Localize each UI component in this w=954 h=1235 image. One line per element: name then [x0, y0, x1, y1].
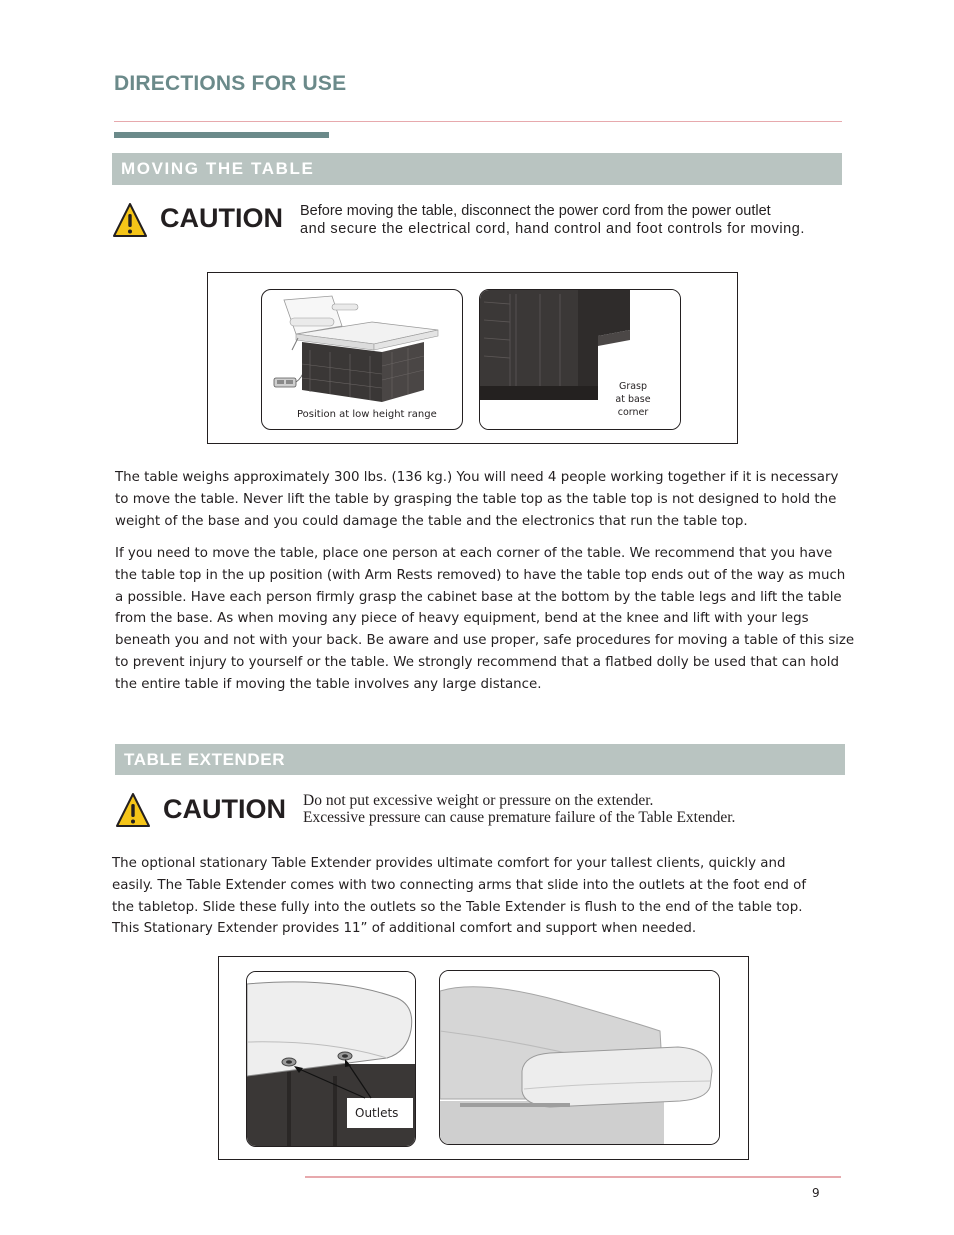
section-heading-table-extender: TABLE EXTENDER [115, 744, 845, 775]
caution-text-line-1: Do not put excessive weight or pressure on the extender. [303, 792, 654, 809]
caption-grasp-line-3: corner [617, 407, 649, 418]
extender-illustration [440, 971, 719, 1144]
figure-moving-table [207, 272, 738, 444]
paragraph-table-weight: The table weighs approximately 300 lbs. (136 kg.) You will need 4 people working together if it is necessary to move the table. Never lift the table by grasping the table top as the table top is not designed to hold the weight of the base and you could damage the table and the electronics that run the table top. [115, 470, 839, 529]
header-divider [114, 121, 842, 122]
paragraph-table-extender: The optional stationary Table Extender provides ultimate comfort for your tallest clients, quickly and easily. The Table Extender comes with two connecting arms that slide into the outlets at the foot end of the tabletop. Slide these fully into the outlets so the Table Extender is flush to the end of the table top. This Stationary Extender provides 11” of additional comfort and support when needed. [112, 856, 807, 937]
caution-icon-extender [115, 792, 151, 832]
caption-grasp-corner [608, 380, 658, 419]
paragraph-moving-procedure: If you need to move the table, place one person at each corner of the table. We recommend that you have the table top in the up position (with Arm Rests removed) to have the table top ends out of the way as much a possible. Have each person firmly grasp the cabinet base at the bottom by the table legs and lift the table from the base. As when moving any piece of heavy equipment, bend at the knee and lift with your legs beneath you and not with your back. Be aware and use proper, safe procedures for moving a table of this size to prevent injury to yourself or the table. We strongly recommend that a flatbed dolly be used that can hold the entire table if moving the table involves any large distance. [115, 546, 855, 692]
photo-table-low-position [261, 289, 463, 430]
caution-label-extender: CAUTION [163, 794, 286, 824]
footer-divider [305, 1176, 841, 1178]
caution-text-line-1: Before moving the table, disconnect the power cord from the power outlet [300, 203, 771, 219]
caption-grasp-line-2: at base [615, 394, 651, 405]
header-accent-bar [114, 132, 329, 138]
photo-extender-outlets [246, 971, 416, 1147]
page-title: DIRECTIONS FOR USE [114, 72, 347, 95]
caution-text-extender [303, 792, 843, 826]
caption-outlets: Outlets [355, 1106, 399, 1120]
page-number: 9 [812, 1186, 820, 1200]
warning-triangle-icon [112, 202, 148, 238]
caution-text-line-2: and secure the electrical cord, hand control and foot controls for moving. [300, 221, 805, 237]
photo-grasp-corner [479, 289, 681, 430]
caution-icon-moving [112, 202, 148, 242]
caption-grasp-line-1: Grasp [618, 381, 648, 392]
caption-low-height: Position at low height range [297, 409, 437, 420]
figure-table-extender [218, 956, 749, 1160]
section-heading-moving-the-table: MOVING THE TABLE [112, 153, 842, 185]
caution-text-moving [300, 202, 840, 238]
caution-label-moving: CAUTION [160, 203, 283, 233]
warning-triangle-icon [115, 792, 151, 828]
caution-text-line-2: Excessive pressure can cause premature failure of the Table Extender. [303, 809, 736, 826]
photo-extender-attached [439, 970, 720, 1145]
